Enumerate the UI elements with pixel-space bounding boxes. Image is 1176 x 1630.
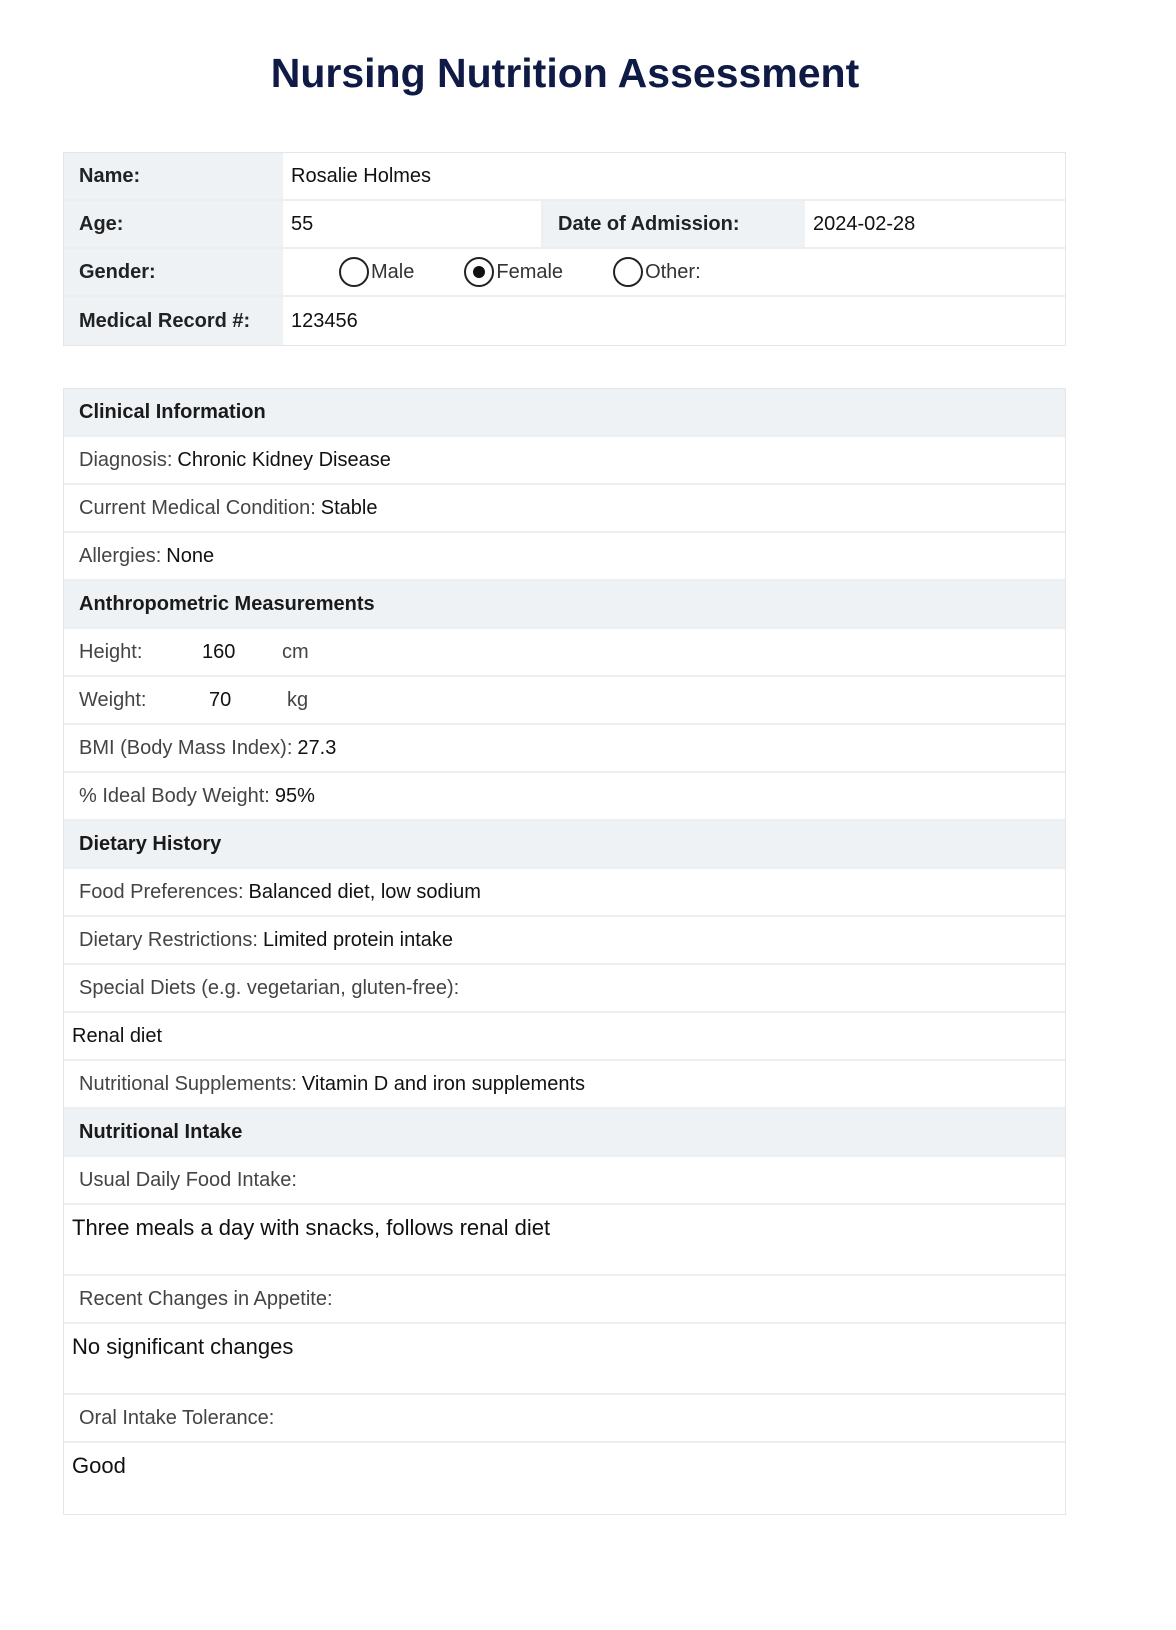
ibw-label: % Ideal Body Weight: [79, 784, 270, 807]
gender-other-radio[interactable] [613, 257, 701, 287]
mrn-row [64, 297, 1065, 345]
condition-row[interactable] [64, 485, 1065, 533]
diagnosis-value: Chronic Kidney Disease [177, 448, 391, 471]
supplements-row[interactable] [64, 1061, 1065, 1109]
gender-male-radio[interactable] [339, 257, 414, 287]
name-field[interactable]: Rosalie Holmes [291, 164, 432, 187]
special-diets-field[interactable]: Renal diet [64, 1013, 1065, 1061]
weight-label: Weight: [79, 688, 147, 711]
radio-checked-icon [464, 257, 494, 287]
restrictions-row[interactable] [64, 917, 1065, 965]
radio-unchecked-icon [613, 257, 643, 287]
radio-unchecked-icon [339, 257, 369, 287]
supplements-value: Vitamin D and iron supplements [301, 1072, 586, 1095]
bmi-label: BMI (Body Mass Index): [79, 736, 293, 759]
usual-intake-label-row [64, 1157, 1065, 1205]
weight-value: 70 [209, 688, 232, 711]
patient-info-table [63, 152, 1066, 346]
admission-label: Date of Admission: [543, 201, 805, 247]
preferences-value: Balanced diet, low sodium [248, 880, 481, 903]
preferences-label: Food Preferences: [79, 880, 244, 903]
height-row[interactable] [64, 629, 1065, 677]
name-row [64, 153, 1065, 201]
age-row [64, 201, 1065, 249]
usual-intake-field[interactable]: Three meals a day with snacks, follows renal diet [64, 1205, 1065, 1276]
diagnosis-row[interactable] [64, 437, 1065, 485]
preferences-row[interactable] [64, 869, 1065, 917]
tolerance-label: Oral Intake Tolerance: [79, 1406, 275, 1429]
admission-field[interactable]: 2024-02-28 [813, 212, 916, 235]
gender-female-radio[interactable] [464, 257, 563, 287]
allergies-label: Allergies: [79, 544, 162, 567]
weight-unit: kg [287, 688, 309, 711]
section-clinical: Clinical Information [64, 389, 1065, 437]
tolerance-field[interactable]: Good [72, 1453, 126, 1478]
name-label: Name: [64, 153, 283, 199]
restrictions-label: Dietary Restrictions: [79, 928, 258, 951]
age-field[interactable]: 55 [283, 201, 543, 247]
page-title: Nursing Nutrition Assessment [270, 50, 860, 96]
mrn-label: Medical Record #: [64, 297, 283, 345]
allergies-value: None [166, 544, 215, 567]
section-dietary: Dietary History [64, 821, 1065, 869]
special-diets-label: Special Diets (e.g. vegetarian, gluten-free): [79, 976, 460, 999]
section-intake: Nutritional Intake [64, 1109, 1065, 1157]
special-diets-label-row [64, 965, 1065, 1013]
restrictions-value: Limited protein intake [262, 928, 454, 951]
supplements-label: Nutritional Supplements: [79, 1072, 297, 1095]
diagnosis-label: Diagnosis: [79, 448, 173, 471]
height-value: 160 [202, 640, 236, 663]
mrn-field[interactable]: 123456 [291, 309, 358, 332]
gender-label: Gender: [64, 249, 283, 295]
height-label: Height: [79, 640, 143, 663]
condition-label: Current Medical Condition: [79, 496, 316, 519]
ibw-value: 95% [274, 784, 315, 807]
height-unit: cm [282, 640, 309, 663]
section-anthropometric: Anthropometric Measurements [64, 581, 1065, 629]
radio-label: Other: [645, 260, 701, 283]
gender-row [64, 249, 1065, 297]
appetite-field[interactable]: No significant changes [64, 1324, 1065, 1395]
radio-label: Male [371, 260, 415, 283]
assessment-table [63, 388, 1066, 1515]
usual-intake-label: Usual Daily Food Intake: [79, 1168, 297, 1191]
gender-radio-group [283, 249, 751, 295]
appetite-label: Recent Changes in Appetite: [79, 1287, 333, 1310]
radio-label: Female [496, 260, 564, 283]
appetite-label-row [64, 1276, 1065, 1324]
weight-row[interactable] [64, 677, 1065, 725]
age-label: Age: [64, 201, 283, 247]
bmi-value: 27.3 [297, 736, 337, 759]
condition-value: Stable [320, 496, 378, 519]
tolerance-label-row [64, 1395, 1065, 1443]
bmi-row[interactable] [64, 725, 1065, 773]
ibw-row[interactable] [64, 773, 1065, 821]
allergies-row[interactable] [64, 533, 1065, 581]
